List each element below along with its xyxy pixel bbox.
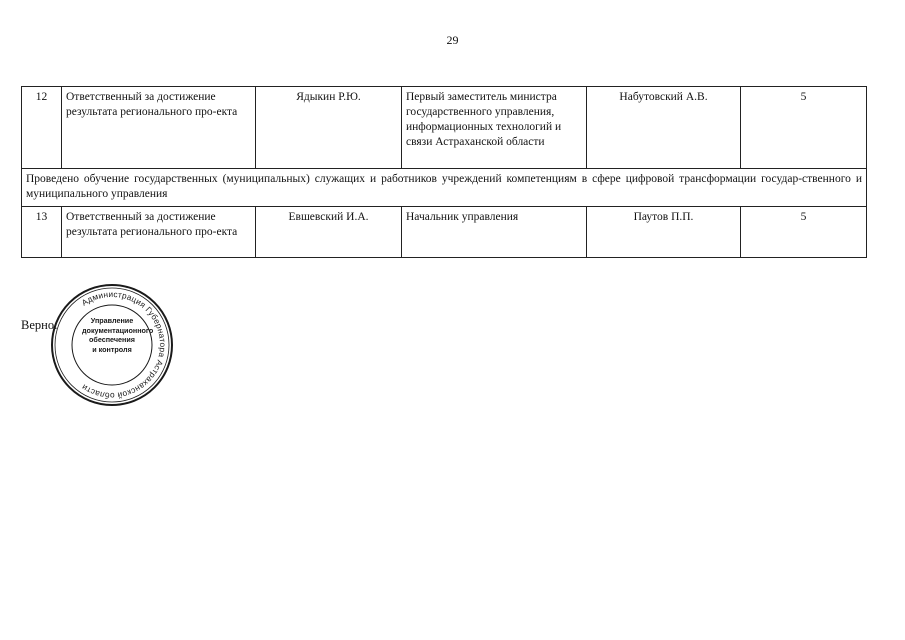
stamp-center-text — [82, 316, 154, 354]
official-stamp — [50, 283, 174, 407]
position-cell: Начальник управления — [402, 207, 587, 258]
responsibility-table — [21, 86, 867, 258]
stamp-ring-text: Администрация Губернатора Астраханской области — [79, 288, 169, 402]
verno-label: Верно: — [21, 318, 58, 332]
position-cell: Первый заместитель министра государственного управления, информационных технологий и связи Астраханской области — [402, 87, 587, 169]
row-number: 13 — [22, 207, 62, 258]
row-number: 12 — [22, 87, 62, 169]
stamp-line: Управление — [90, 316, 134, 325]
role-cell: Ответственный за достижение результата регионального про-екта — [62, 87, 256, 169]
table-row — [22, 207, 867, 258]
value-cell: 5 — [741, 207, 867, 258]
stamp-line: и контроля — [92, 344, 132, 354]
name-cell: Евшевский И.А. — [256, 207, 402, 258]
page-number: 29 — [446, 33, 459, 47]
role-cell: Ответственный за достижение результата регионального про-екта — [62, 207, 256, 258]
table-row-section — [22, 169, 867, 207]
supervisor-cell: Паутов П.П. — [587, 207, 741, 258]
stamp-line: обеспечения — [88, 335, 135, 345]
stamp-line: документационного — [82, 325, 154, 335]
supervisor-cell: Набутовский А.В. — [587, 87, 741, 169]
value-cell: 5 — [741, 87, 867, 169]
section-text: Проведено обучение государственных (муниципальных) служащих и работников учреждений компетенциям в сфере цифровой трансформации государ-ственного и муниципального управления — [22, 169, 867, 207]
table-row — [22, 87, 867, 169]
name-cell: Ядыкин Р.Ю. — [256, 87, 402, 169]
